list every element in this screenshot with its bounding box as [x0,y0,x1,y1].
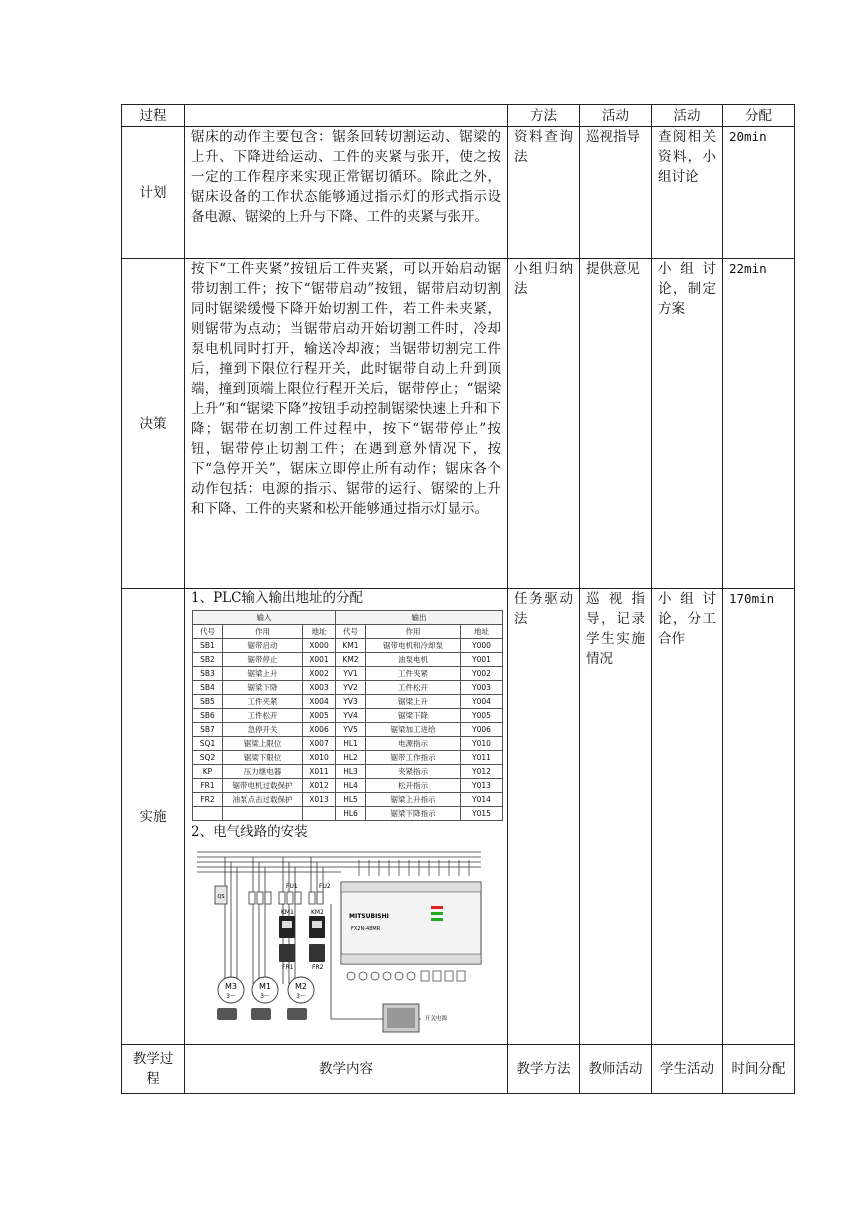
io-table-row [193,765,503,779]
io-table-row [193,751,503,765]
footer-row [122,1045,795,1094]
io-out-code: KM2 [336,653,366,667]
teacher-activity-plan: 巡视指导 [580,127,652,259]
io-in-address: X002 [303,667,336,681]
io-in-function: 压力继电器 [223,765,303,779]
io-in-code [193,807,223,821]
io-out-code: HL4 [336,779,366,793]
m3-label: M3 [225,982,237,991]
io-in-code: SB4 [193,681,223,695]
footer-time: 时间分配 [723,1045,795,1094]
io-table-row [193,779,503,793]
plc-model: FX2N-48MR [351,926,381,932]
io-out-code: YV3 [336,695,366,709]
header-row [122,105,795,127]
student-activity-plan: 查阅相关资料，小组讨论 [652,127,723,259]
io-out-function: 松开指示 [366,779,461,793]
io-out-function: 工件松开 [366,681,461,695]
io-in-function: 锯带启动 [223,639,303,653]
io-in-address: X004 [303,695,336,709]
m1-label: M1 [259,982,271,991]
io-out-function: 锯梁下降指示 [366,807,461,821]
header-student-activity: 活动 [652,105,723,127]
io-out-function: 油泵电机 [366,653,461,667]
io-out-code: YV5 [336,723,366,737]
content-decision: 按下“工件夹紧”按钮后工件夹紧，可以开始启动锯带切割工件；按下“锯带启动”按钮，锯带启动切割同时锯梁缓慢下降开始切割工件，若工件未夹紧，则锯带为点动；当锯带启动开始切割工件时，冷却泵电机同时打开，输送冷却液；当锯带切割完工件后，撞到下限位行程开关，此时锯带自动上升到顶端，撞到顶端上限位行程开关后，锯带停止；“锯梁上升”和“锯梁下降”按钮手动控制锯梁快速上升和下降；锯带在切割工件过程中，按下“锯带停止”按钮，锯带停止切割工件；在遇到意外情况下，按下“急停开关”，锯床立即停止所有动作；锯床各个动作包括：电源的指示、锯带的运行、锯梁的上升和下降、工件的夹紧和松开能够通过指示灯显示。 [185,259,508,589]
io-out-function: 锯梁上升指示 [366,793,461,807]
m1-phase: 3～ [260,993,270,1000]
io-in-code: SB2 [193,653,223,667]
io-in-code: FR2 [193,793,223,807]
km1-label: KM1 [281,909,294,916]
wiring-diagram [191,844,487,1038]
io-out-address: Y011 [461,751,503,765]
io-out-address: Y006 [461,723,503,737]
io-col-in-code: 代号 [193,625,223,639]
plc-input-buttons [359,860,469,876]
io-col-out-function: 作用 [366,625,461,639]
method-decision: 小组归纳法 [508,259,580,589]
time-decision: 22min [723,259,795,589]
io-in-address: X013 [303,793,336,807]
io-in-address [303,807,336,821]
content-implementation [185,589,508,1045]
io-in-function: 锯梁下降 [223,681,303,695]
io-in-address: X000 [303,639,336,653]
io-out-address: Y002 [461,667,503,681]
io-in-function: 锯梁下限位 [223,751,303,765]
process-decision: 决策 [122,259,185,589]
io-in-address: X012 [303,779,336,793]
io-in-address: X001 [303,653,336,667]
process-plan: 计划 [122,127,185,259]
io-in-code: SB5 [193,695,223,709]
io-out-function: 工件夹紧 [366,667,461,681]
io-out-address: Y000 [461,639,503,653]
header-time: 分配 [723,105,795,127]
io-out-address: Y013 [461,779,503,793]
io-in-function: 工件夹紧 [223,695,303,709]
io-in-function: 急停开关 [223,723,303,737]
footer-student: 学生活动 [652,1045,723,1094]
io-col-in-address: 地址 [303,625,336,639]
io-out-code: HL6 [336,807,366,821]
io-out-code: YV1 [336,667,366,681]
io-in-address: X007 [303,737,336,751]
io-in-function: 锯梁上升 [223,667,303,681]
io-col-in-function: 作用 [223,625,303,639]
io-out-address: Y010 [461,737,503,751]
io-out-function: 锯梁上升 [366,695,461,709]
io-col-out-code: 代号 [336,625,366,639]
fr1-label: FR1 [282,964,294,971]
io-in-code: SB3 [193,667,223,681]
io-table-row [193,737,503,751]
footer-method: 教学方法 [508,1045,580,1094]
io-out-code: KM1 [336,639,366,653]
footer-teacher: 教师活动 [580,1045,652,1094]
time-implementation: 170min [723,589,795,1045]
io-column-header-row [193,625,503,639]
io-out-function: 锯梁加工进给 [366,723,461,737]
plc-unit [341,882,481,964]
footer-content: 教学内容 [185,1045,508,1094]
io-out-address: Y001 [461,653,503,667]
io-table-row [193,653,503,667]
io-table-row [193,681,503,695]
io-in-code: SQ2 [193,751,223,765]
io-out-code: YV4 [336,709,366,723]
km2-label: KM2 [311,909,324,916]
io-out-address: Y014 [461,793,503,807]
header-content [185,105,508,127]
contactor-km2 [309,909,325,938]
io-in-code: SQ1 [193,737,223,751]
io-in-function [223,807,303,821]
contactor-km1 [279,909,295,938]
io-in-function: 油泵点击过载保护 [223,793,303,807]
power-bus-lines [197,852,481,872]
io-in-function: 锯梁上限位 [223,737,303,751]
io-group-input: 输入 [193,611,336,625]
io-out-code: HL5 [336,793,366,807]
io-in-address: X006 [303,723,336,737]
content-plan: 锯床的动作主要包含：锯条回转切割运动、锯梁的上升、下降进给运动、工件的夹紧与张开，使之按一定的工作程序来实现正常锯切循环。除此之外，锯床设备的工作状态能够通过指示灯的形式指示设备电源、锯梁的上升与下降、工件的夹紧与张开。 [185,127,508,259]
time-plan: 20min [723,127,795,259]
qs-label: QS [217,894,225,900]
io-table-row [193,807,503,821]
subheading-io-allocation: 1、PLC输入输出地址的分配 [191,590,363,606]
subheading-wiring: 2、电气线路的安装 [191,824,308,840]
io-in-code: KP [193,765,223,779]
io-out-function: 夹紧指示 [366,765,461,779]
io-in-code: SB7 [193,723,223,737]
lesson-plan-table [121,104,795,1094]
relay-fr1 [279,944,295,971]
io-out-address: Y003 [461,681,503,695]
fr2-label: FR2 [312,964,324,971]
method-implementation: 任务驱动法 [508,589,580,1045]
io-in-function: 锯带电机过载保护 [223,779,303,793]
io-col-out-address: 地址 [461,625,503,639]
method-plan: 资料查询法 [508,127,580,259]
io-address-table [192,610,503,821]
io-table-row [193,695,503,709]
io-group-row [193,611,503,625]
io-out-address: Y015 [461,807,503,821]
header-process: 过程 [122,105,185,127]
motor-m2 [287,977,314,1020]
row-implementation [122,589,795,1045]
switch-qs [215,886,227,904]
switching-power-supply [383,1004,448,1032]
m3-phase: 3～ [226,993,236,1000]
io-table-row [193,723,503,737]
motor-m3 [217,977,244,1020]
io-table-row [193,709,503,723]
io-out-function: 电源指示 [366,737,461,751]
io-in-function: 锯带停止 [223,653,303,667]
io-out-function: 锯带电机和冷却泵 [366,639,461,653]
io-in-address: X010 [303,751,336,765]
footer-process: 教学过程 [122,1045,185,1094]
io-out-code: YV2 [336,681,366,695]
io-out-function: 锯带工作指示 [366,751,461,765]
teacher-activity-implementation: 巡视指导，记录学生实施情况 [580,589,652,1045]
student-activity-implementation: 小组讨论，分工合作 [652,589,723,1045]
m2-phase: 3～ [296,993,306,1000]
io-out-function: 锯梁下降 [366,709,461,723]
motor-m1 [251,977,278,1020]
io-in-address: X005 [303,709,336,723]
teacher-activity-decision: 提供意见 [580,259,652,589]
io-out-address: Y012 [461,765,503,779]
header-teacher-activity: 活动 [580,105,652,127]
io-group-output: 输出 [336,611,503,625]
io-in-code: FR1 [193,779,223,793]
io-out-address: Y005 [461,709,503,723]
process-implementation: 实施 [122,589,185,1045]
io-out-code: HL1 [336,737,366,751]
io-table-row [193,639,503,653]
io-table-body [193,639,503,821]
io-out-address: Y004 [461,695,503,709]
row-plan [122,127,795,259]
io-in-function: 工件松开 [223,709,303,723]
m2-label: M2 [295,982,307,991]
indicator-lamps [347,971,465,981]
io-table-row [193,667,503,681]
io-in-address: X003 [303,681,336,695]
student-activity-decision: 小组讨论，制定方案 [652,259,723,589]
io-in-code: SB1 [193,639,223,653]
io-out-code: HL3 [336,765,366,779]
row-decision [122,259,795,589]
io-table-row [193,793,503,807]
io-out-code: HL2 [336,751,366,765]
io-in-code: SB6 [193,709,223,723]
relay-fr2 [309,944,325,971]
power-supply-label: 开关电源 [425,1016,448,1022]
fuse2-label: FU2 [319,883,331,890]
plc-brand: MITSUBISHI [349,913,389,920]
fuse1-label: FU1 [286,883,298,890]
header-method: 方法 [508,105,580,127]
io-in-address: X011 [303,765,336,779]
fuse-group [249,892,323,904]
